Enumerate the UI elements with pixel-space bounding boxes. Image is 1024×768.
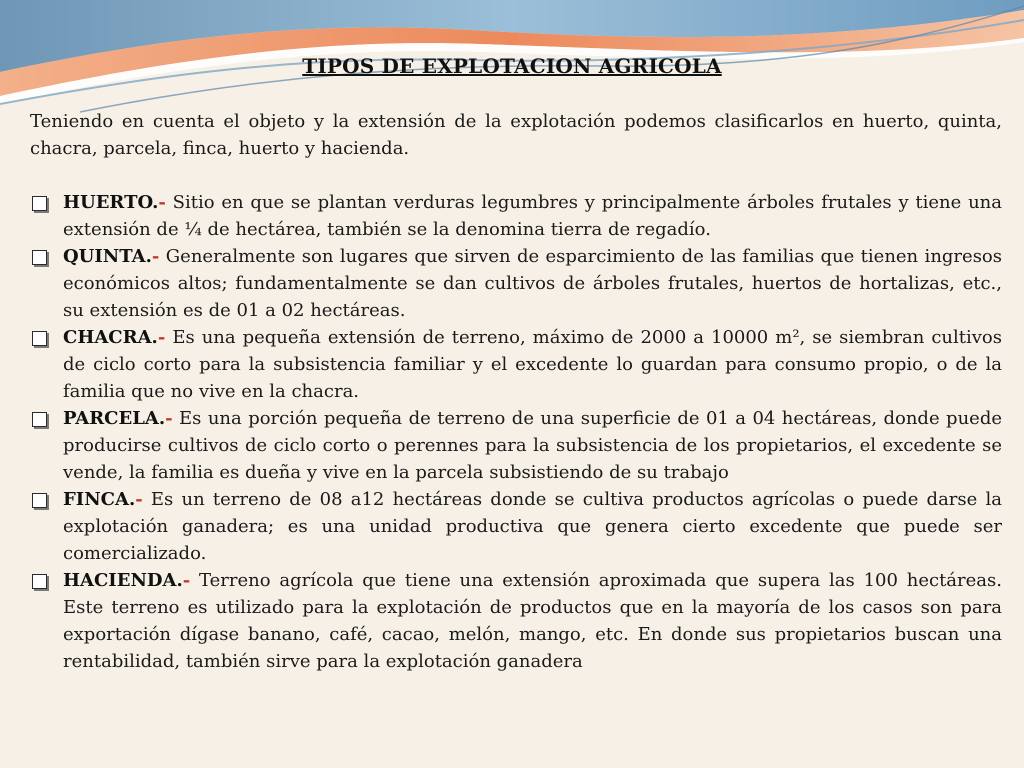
checkbox-bullet-icon: [32, 250, 47, 265]
definition-hacienda: Terreno agrícola que tiene una extensión aproximada que supera las 100 hectáreas. Este terreno es utilizado para la explotación de productos que en la mayoría de los casos son para exportación dígase banano, café, cacao, melón, mango, etc. En donde sus propietarios buscan una rentabilidad, también sirve para la explotación ganadera: [63, 570, 1002, 672]
definition-finca: Es un terreno de 08 a12 hectáreas donde se cultiva productos agrícolas o puede darse la explotación ganadera; es una unidad productiva que genera cierto excedente que puede ser comercializado.: [63, 489, 1002, 564]
checkbox-bullet-icon: [32, 574, 47, 589]
list-item-chacra: [30, 324, 1002, 405]
checkbox-bullet-icon: [32, 493, 47, 508]
definition-quinta: Generalmente son lugares que sirven de esparcimiento de las familias que tienen ingresos económicos altos; fundamentalmente se dan cultivos de árboles frutales, huertos de hortalizas, etc., su extensión es de 01 a 02 hectáreas.: [63, 246, 1002, 321]
checkbox-bullet-icon: [32, 331, 47, 346]
list-item-hacienda: [30, 567, 1002, 675]
term-parcela: PARCELA.-: [63, 408, 173, 429]
list-item-parcela: [30, 405, 1002, 486]
intro-paragraph: Teniendo en cuenta el objeto y la extensión de la explotación podemos clasificarlos en huerto, quinta, chacra, parcela, finca, huerto y hacienda.: [30, 111, 1002, 159]
list-item-quinta: [30, 243, 1002, 324]
term-chacra: CHACRA.-: [63, 327, 166, 348]
page-title: TIPOS DE EXPLOTACION AGRICOLA: [302, 54, 722, 78]
definition-huerto: Sitio en que se plantan verduras legumbres y principalmente árboles frutales y tiene una extensión de ¼ de hectárea, también se la denomina tierra de regadío.: [63, 192, 1002, 240]
list-item-finca: [30, 486, 1002, 567]
definition-parcela: Es una porción pequeña de terreno de una superficie de 01 a 04 hectáreas, donde puede producirse cultivos de ciclo corto o perennes para la subsistencia de los propietarios, el excedente se vende, la familia es dueña y vive en la parcela subsistiendo de su trabajo: [63, 408, 1002, 483]
definition-chacra: Es una pequeña extensión de terreno, máximo de 2000 a 10000 m², se siembran cultivos de ciclo corto para la subsistencia familiar y el excedente lo guardan para consumo propio, o de la familia que no vive en la chacra.: [63, 327, 1002, 402]
term-hacienda: HACIENDA.-: [63, 570, 191, 591]
checkbox-bullet-icon: [32, 412, 47, 427]
term-finca: FINCA.-: [63, 489, 143, 510]
definition-list: [30, 189, 1002, 675]
term-huerto: HUERTO.-: [63, 192, 166, 213]
slide-body: [30, 108, 1002, 675]
checkbox-bullet-icon: [32, 196, 47, 211]
list-item-huerto: [30, 189, 1002, 243]
term-quinta: QUINTA.-: [63, 246, 160, 267]
